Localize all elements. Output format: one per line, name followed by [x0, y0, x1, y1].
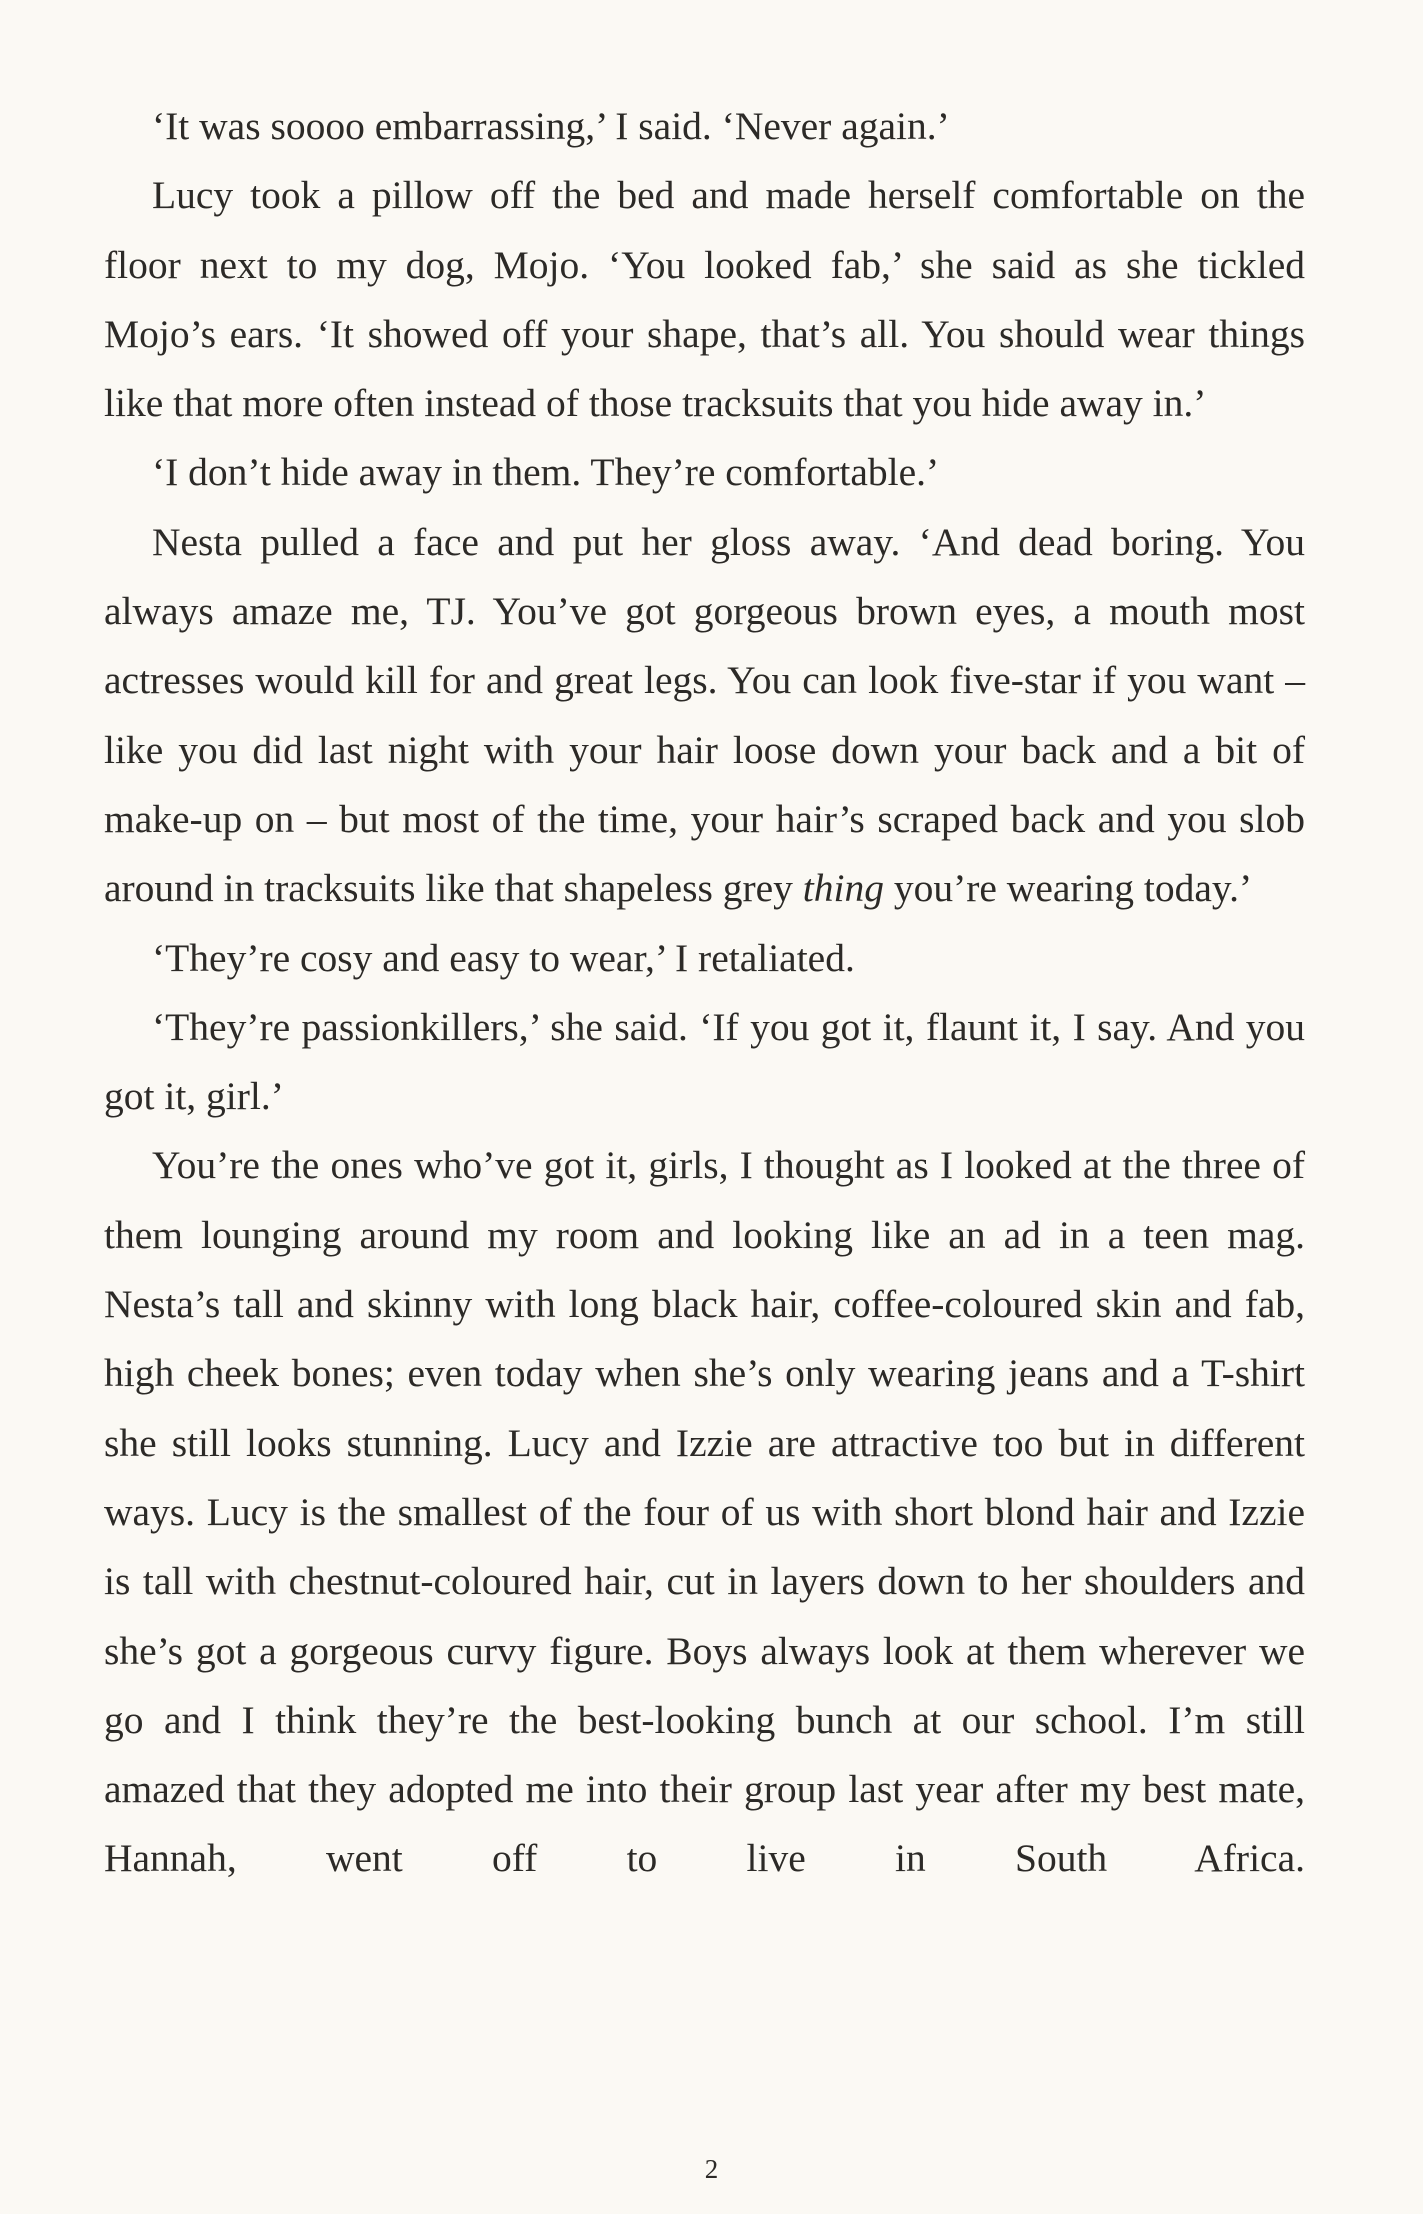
- text-run: ‘I don’t hide away in them. They’re comfortable.’: [152, 450, 940, 495]
- paragraph: [104, 508, 1305, 924]
- paragraph: [104, 1131, 1305, 1893]
- text-run: You’re the ones who’ve got it, girls, I thought as I looked at the three of them lounging around my room and looking like an ad in a teen mag. Nesta’s tall and skinny with long black hair, coffee-coloured skin and fab, high cheek bones; even today when she’s only wearing jeans and a T-shirt she still looks stunning. Lucy and Izzie are attractive too but in different ways. Lucy is the smallest of the four of us with short blond hair and Izzie is tall with chestnut-coloured hair, cut in layers down to her shoulders and she’s got a gorgeous curvy figure. Boys always look at them wherever we go and I think they’re the best-looking bunch at our school. I’m still amazed that they adopted me into their group last year after my best mate, Hannah, went off to live in South Africa.: [104, 1143, 1305, 1881]
- paragraph: [104, 438, 1305, 507]
- text-run: ‘They’re cosy and easy to wear,’ I retaliated.: [152, 935, 855, 980]
- text-run-italic: thing: [802, 866, 884, 911]
- page-number: 2: [704, 2154, 719, 2184]
- text-run: you’re wearing today.’: [883, 866, 1253, 911]
- text-run: ‘They’re passionkillers,’ she said. ‘If you got it, flaunt it, I say. And you got it, girl.’: [104, 1004, 1305, 1119]
- text-run: Nesta pulled a face and put her gloss away. ‘And dead boring. You always amaze me, TJ. You’ve got gorgeous brown eyes, a mouth most actresses would kill for and great legs. You can look five-star if you want – like you did last night with your hair loose down your back and a bit of make-up on – but most of the time, your hair’s scraped back and you slob around in tracksuits like that shapeless grey: [104, 519, 1305, 911]
- paragraph: [104, 993, 1305, 1132]
- body-text: [104, 92, 1305, 1894]
- paragraph: [104, 92, 1305, 161]
- paragraph: [104, 161, 1305, 438]
- text-run: ‘It was soooo embarrassing,’ I said. ‘Never again.’: [152, 104, 950, 148]
- paragraph: [104, 924, 1305, 993]
- text-run: Lucy took a pillow off the bed and made herself comfortable on the floor next to my dog, Mojo. ‘You looked fab,’ she said as she tickled Mojo’s ears. ‘It showed off your shape, that’s all. You should wear things like that more often instead of those tracksuits that you hide away in.’: [104, 173, 1305, 426]
